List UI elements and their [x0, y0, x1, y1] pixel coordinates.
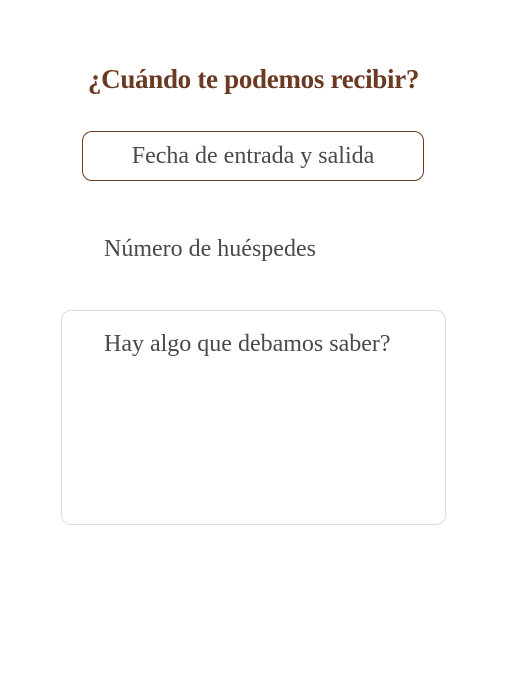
- form-title: ¿Cuándo te podemos recibir?: [87, 64, 420, 94]
- guests-count-placeholder: Número de huéspedes: [104, 236, 316, 262]
- notes-textarea[interactable]: [61, 310, 446, 525]
- date-range-field[interactable]: [82, 131, 424, 181]
- notes-placeholder: Hay algo que debamos saber?: [104, 331, 391, 357]
- guests-count-field[interactable]: [104, 230, 424, 270]
- date-range-placeholder: Fecha de entrada y salida: [131, 142, 375, 169]
